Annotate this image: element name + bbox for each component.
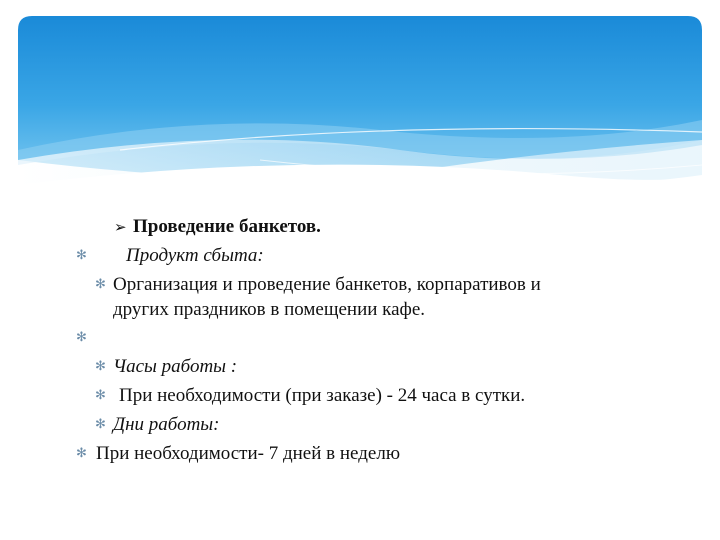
days-text: При необходимости- 7 дней в неделю — [96, 443, 401, 464]
hours-text: При необходимости (при заказе) - 24 часа в сутки. — [119, 385, 526, 406]
arrow-right-icon: ➢ — [114, 218, 127, 236]
days-label: Дни работы: — [113, 414, 220, 435]
product-text-line-2: других праздников в помещении кафе. — [113, 299, 426, 320]
asterisk-bullet-icon: ✻ — [76, 446, 87, 461]
asterisk-bullet-icon: ✻ — [95, 277, 106, 292]
sky-wave-graphic — [0, 0, 720, 215]
hours-label: Часы работы : — [113, 356, 238, 377]
product-label: Продукт сбыта: — [126, 245, 264, 266]
product-text-line-1: Организация и проведение банкетов, корпаративов и — [113, 274, 541, 295]
asterisk-bullet-icon: ✻ — [76, 330, 87, 345]
slide-heading: Проведение банкетов. — [133, 216, 321, 237]
header-sky-banner — [0, 0, 720, 215]
asterisk-bullet-icon: ✻ — [76, 248, 87, 263]
asterisk-bullet-icon: ✻ — [95, 359, 106, 374]
asterisk-bullet-icon: ✻ — [95, 388, 106, 403]
asterisk-bullet-icon: ✻ — [95, 417, 106, 432]
